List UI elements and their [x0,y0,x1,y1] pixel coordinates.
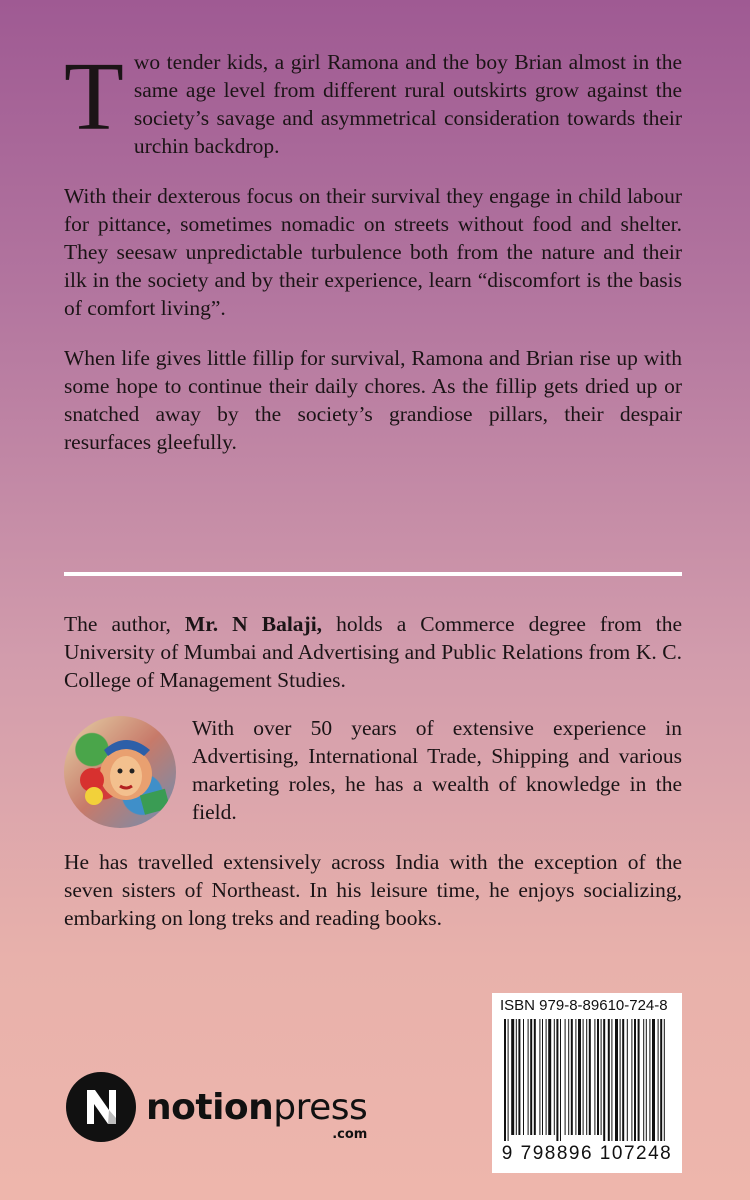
isbn-label: ISBN 979-8-89610-724-8 [500,997,668,1014]
author-name: Mr. N Balaji, [184,612,323,636]
synopsis-paragraph-1 [64,43,682,160]
isbn-barcode-box [492,993,682,1173]
author-intro-after: holds a Commerce degree from the University of Mumbai and Advertising and Public Relations from K. C. College of Management Studies. [64,612,682,692]
author-section [64,610,682,952]
publisher-logo-mark [66,1072,136,1142]
publisher-wordmark [146,1086,368,1142]
author-travel: He has travelled extensively across India with the exception of the seven sisters of Northeast. In his leisure time, he enjoys socializing, embarking on long treks and reading books. [64,850,682,930]
publisher-logo [66,1072,367,1142]
publisher-domain: .com [332,1126,368,1142]
author-experience: With over 50 years of extensive experience in Advertising, International Trade, Shipping and various marketing roles, he has a wealth of knowledge in the field. [192,716,682,824]
barcode-digits: 9 798896 107248 [501,1143,673,1164]
author-intro [64,610,682,694]
author-artwork-image [64,716,176,828]
author-intro-before: The author, [64,612,185,636]
synopsis-paragraph-2: With their dexterous focus on their survival they engage in child labour for pittance, sometimes nomadic on streets without food and shelter. They seesaw unpredictable turbulence both from the nature and their ilk in the society and by their experience, learn “discomfort is the basis of comfort living”. [64,184,682,320]
divider [64,572,682,576]
publisher-n-icon [78,1084,124,1130]
drop-cap: T [64,43,124,151]
synopsis-paragraph-1-text: wo tender kids, a girl Ramona and the boy Brian almost in the same age level from different rural outskirts grow against the society’s savage and asymmetrical consideration towards their urchin backdrop. [133,50,682,158]
synopsis-paragraph-3: When life gives little fillip for survival, Ramona and Brian rise up with some hope to continue their daily chores. As the fillip gets dried up or snatched away by the society’s grandiose pillars, their despair resurfaces gleefully. [64,346,682,454]
author-bio-row [64,714,682,828]
synopsis [64,43,682,478]
publisher-word-regular: press [273,1086,368,1128]
barcode-image [502,1019,672,1141]
publisher-word-bold: notion [146,1086,274,1128]
